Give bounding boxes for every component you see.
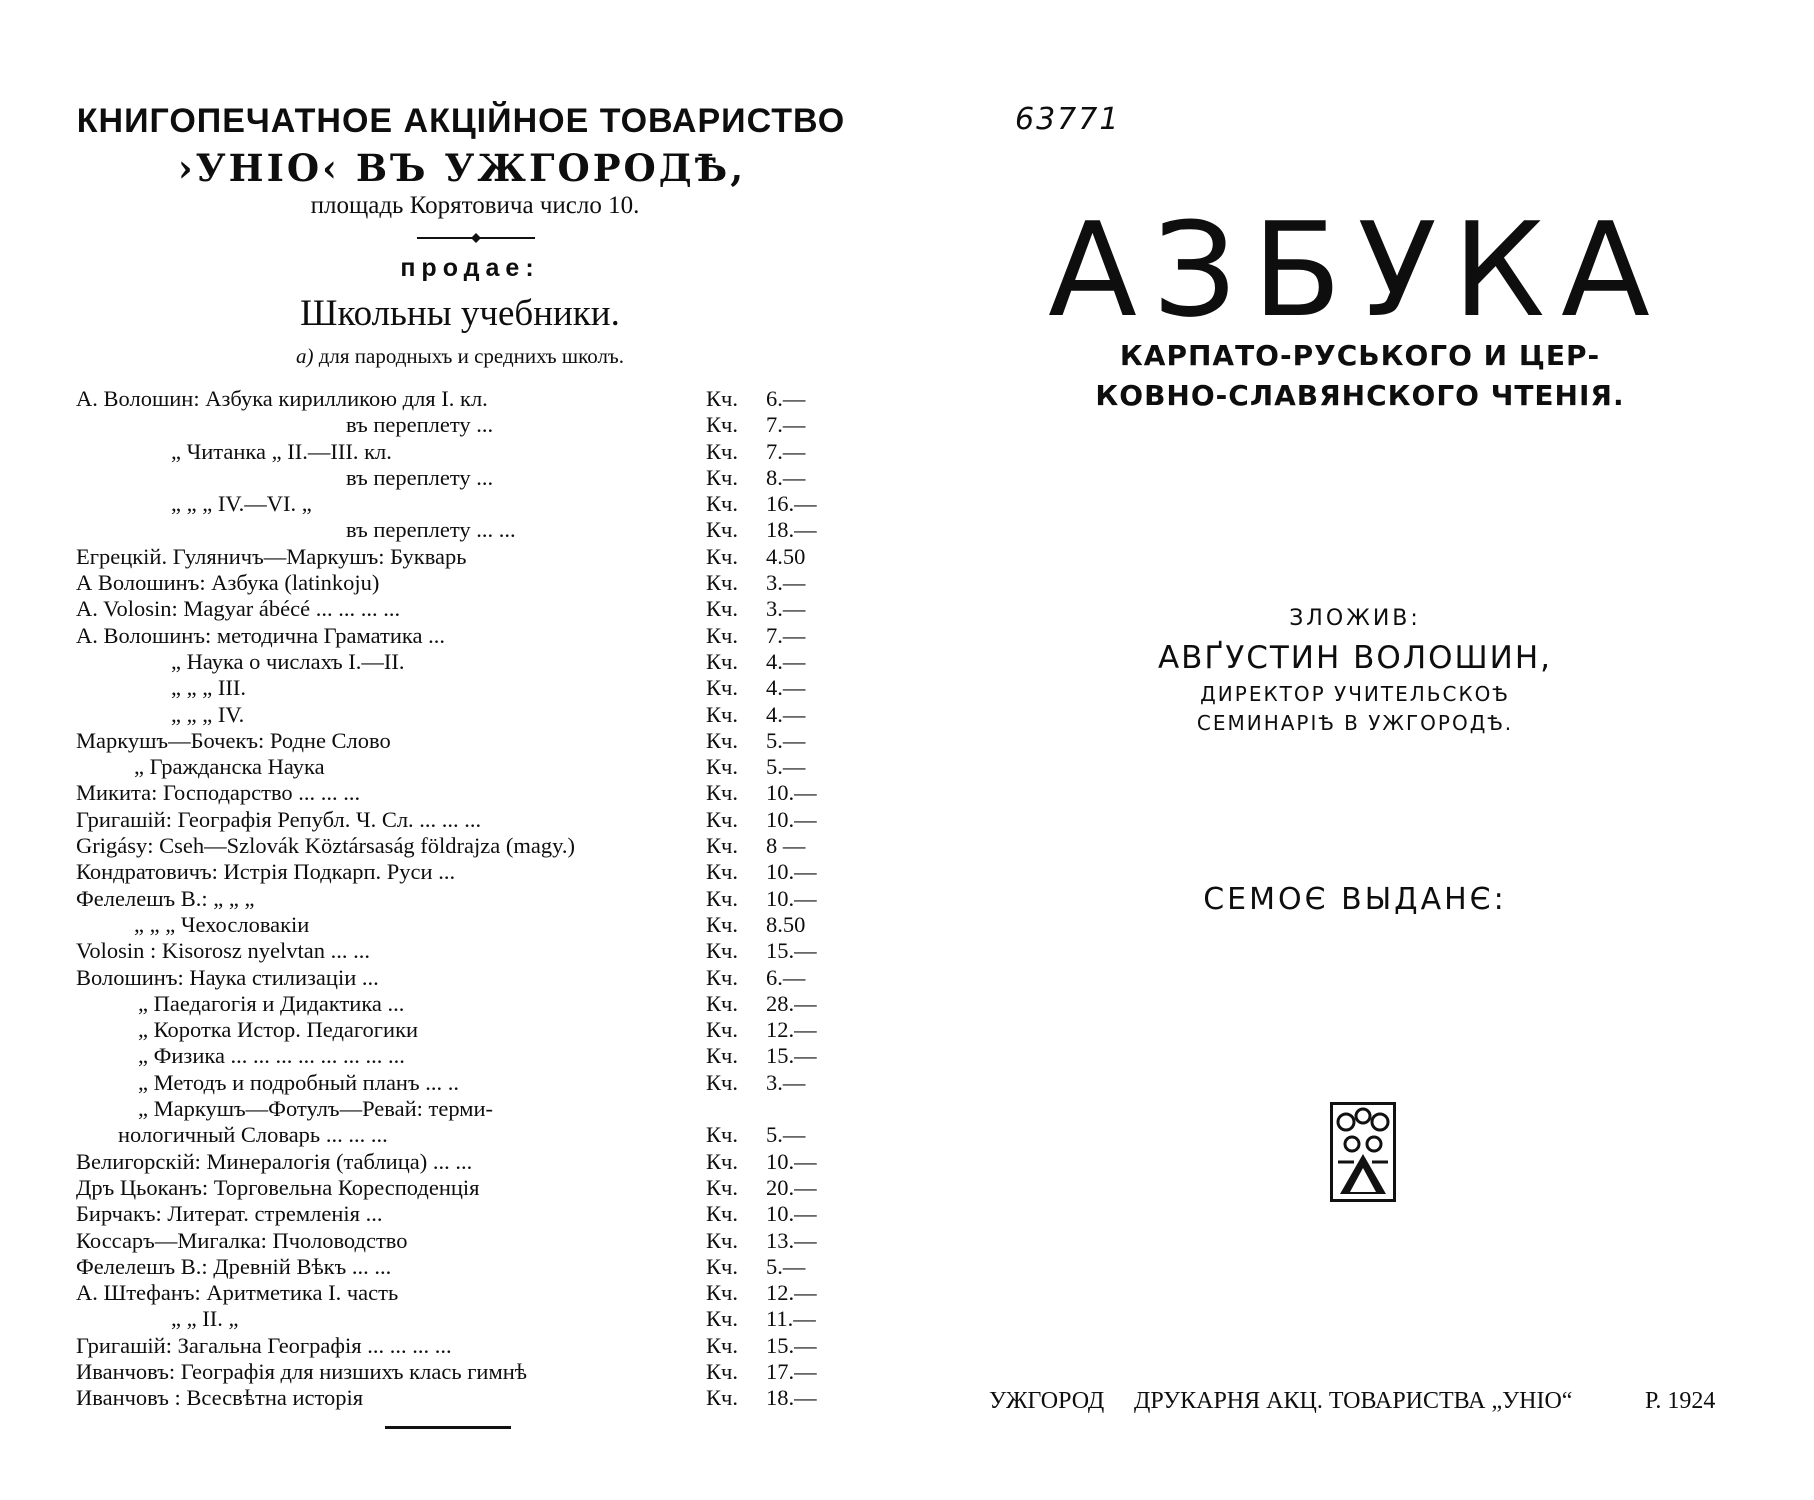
book-currency: Кч. — [706, 1227, 738, 1253]
publisher-address: площадь Корятовича число 10. — [310, 192, 640, 219]
book-row — [76, 1306, 856, 1332]
book-currency: Кч. — [706, 386, 738, 411]
book-row — [76, 702, 856, 728]
book-price: 8.— — [766, 464, 806, 490]
book-row — [76, 1096, 856, 1122]
book-currency: Кч. — [706, 806, 738, 832]
book-price: 3.— — [766, 570, 806, 596]
handwritten-shelf-mark: 63771 — [1015, 102, 1121, 137]
book-entry: Volosin : Kisorosz nyelvtan ... ... — [76, 938, 370, 964]
book-price: 12.— — [766, 1280, 817, 1306]
book-price: 8.50 — [766, 911, 806, 937]
book-row — [76, 1385, 856, 1411]
book-currency: Кч. — [706, 1332, 738, 1358]
book-row — [76, 1149, 856, 1175]
book-entry: „ Наука о числахъ I.—II. — [171, 648, 405, 674]
book-price: 4.50 — [766, 543, 806, 569]
compiled-by-label: ЗЛОЖИВ: — [1289, 606, 1421, 631]
book-price: 10.— — [766, 1148, 817, 1174]
book-price-list — [76, 386, 856, 1412]
book-entry: „ Маркушъ—Фотулъ—Ревай: терми- — [138, 1096, 494, 1122]
book-currency: Кч. — [706, 543, 738, 569]
author-role — [1000, 680, 1710, 738]
book-entry: А. Волошин: Азбука кирилликою для I. кл. — [76, 386, 488, 411]
ornament-rule-icon — [417, 233, 535, 243]
book-price: 15.— — [766, 1043, 817, 1069]
book-entry: Иванчовъ : Всесвѣтна исторія — [76, 1385, 364, 1411]
book-currency: Кч. — [706, 1174, 738, 1200]
book-entry: „ „ „ IV.—VI. „ — [171, 491, 312, 517]
book-currency: Кч. — [706, 885, 738, 911]
book-currency: Кч. — [706, 833, 738, 859]
book-row — [76, 544, 856, 570]
book-currency: Кч. — [706, 1358, 738, 1384]
book-row — [76, 807, 856, 833]
book-entry: Фелелешъ В.: Древній Вѣкъ ... ... — [76, 1253, 392, 1279]
book-row — [76, 965, 856, 991]
imprint-year: Р. 1924 — [1645, 1388, 1716, 1414]
book-currency: Кч. — [706, 1201, 738, 1227]
book-row — [76, 1359, 856, 1385]
book-price: 12.— — [766, 1017, 817, 1043]
book-entry: А Волошинъ: Азбука (latinkoju) — [76, 570, 380, 596]
book-currency: Кч. — [706, 990, 738, 1016]
book-entry: Дръ Цьоканъ: Торговельна Коресподенція — [76, 1174, 480, 1200]
subsection-heading — [200, 344, 720, 369]
book-price: 4.— — [766, 701, 806, 727]
book-entry: „ Физика ... ... ... ... ... ... ... ... — [138, 1043, 405, 1069]
book-price: 7.— — [766, 438, 806, 464]
book-currency: Кч. — [706, 859, 738, 885]
printer-mark-icon — [1330, 1102, 1396, 1202]
book-price: 5.— — [766, 1122, 806, 1148]
book-price: 6.— — [766, 964, 806, 990]
book-entry: Бирчакъ: Литерат. стремленія ... — [76, 1201, 383, 1227]
book-row — [76, 1122, 856, 1148]
book-price: 8 — — [766, 833, 806, 859]
book-price: 10.— — [766, 806, 817, 832]
book-currency: Кч. — [706, 754, 738, 780]
book-currency: Кч. — [706, 1043, 738, 1069]
book-row — [76, 675, 856, 701]
book-price: 10.— — [766, 1201, 817, 1227]
book-currency: Кч. — [706, 675, 738, 701]
book-entry: A. Volosin: Magyar ábécé ... ... ... ... — [76, 596, 401, 622]
left-page — [0, 0, 900, 1500]
book-entry: Кондратовичъ: Истрія Подкарп. Руси ... — [76, 859, 456, 885]
book-title: АЗБУКА — [1048, 194, 1666, 346]
book-entry: Егрецкій. Гуляничъ—Маркушъ: Букварь — [76, 543, 467, 569]
book-entry: „ Паедагогія и Дидактика ... — [138, 990, 405, 1016]
book-price: 18.— — [766, 1385, 817, 1411]
book-row — [76, 1280, 856, 1306]
book-currency: Кч. — [706, 491, 738, 517]
imprint-press: ДРУКАРНЯ АКЦ. ТОВАРИСТВА „УНІО“ — [1134, 1388, 1573, 1414]
book-price: 11.— — [766, 1306, 816, 1332]
book-entry: нологичный Словарь ... ... ... — [118, 1122, 388, 1148]
book-entry: „ „ II. „ — [171, 1306, 239, 1332]
book-currency: Кч. — [706, 1385, 738, 1411]
right-page — [900, 0, 1814, 1500]
book-price: 10.— — [766, 859, 817, 885]
book-row — [76, 1017, 856, 1043]
book-currency: Кч. — [706, 1148, 738, 1174]
book-entry: А. Штефанъ: Аритметика I. часть — [76, 1280, 399, 1306]
subtitle-line-2: КОВНО-СЛАВЯНСКОГО ЧТЕНІЯ. — [1095, 379, 1625, 412]
book-entry: въ переплету ... — [346, 464, 494, 490]
book-entry: „ Методъ и подробный планъ ... .. — [138, 1069, 459, 1095]
book-entry: Иванчовъ: Географія для низшихъ клась гимнѣ — [76, 1358, 527, 1384]
book-currency: Кч. — [706, 412, 738, 438]
book-price: 28.— — [766, 990, 817, 1016]
book-currency: Кч. — [706, 622, 738, 648]
book-price: 3.— — [766, 596, 806, 622]
book-entry: Григашій: Загальна Географія ... ... ... ... — [76, 1332, 452, 1358]
book-row — [76, 412, 856, 438]
book-currency: Кч. — [706, 648, 738, 674]
book-row — [76, 596, 856, 622]
book-row — [76, 1333, 856, 1359]
book-row — [76, 886, 856, 912]
book-row — [76, 517, 856, 543]
book-row — [76, 938, 856, 964]
book-row — [76, 465, 856, 491]
publisher-name: КНИГОПЕЧАТНОЕ АКЦІЙНОЕ ТОВАРИСТВО — [76, 102, 846, 140]
book-currency: Кч. — [706, 1280, 738, 1306]
book-currency: Кч. — [706, 464, 738, 490]
book-entry: „ Коротка Истор. Педагогики — [138, 1017, 419, 1043]
book-row — [76, 1070, 856, 1096]
book-row — [76, 649, 856, 675]
book-currency: Кч. — [706, 780, 738, 806]
book-entry: „ „ „ Чехословакіи — [134, 911, 310, 937]
publisher-city: ›УНІО‹ ВЪ УЖГОРОДѢ, — [177, 146, 747, 190]
book-price: 15.— — [766, 938, 817, 964]
book-price: 5.— — [766, 754, 806, 780]
book-currency: Кч. — [706, 517, 738, 543]
book-row — [76, 754, 856, 780]
book-price: 10.— — [766, 885, 817, 911]
book-entry: въ переплету ... ... — [346, 517, 516, 543]
book-entry: Grigásy: Cseh—Szlovák Köztársaság földrajza (magy.) — [76, 833, 576, 859]
book-row — [76, 1254, 856, 1280]
book-currency: Кч. — [706, 1306, 738, 1332]
book-entry: „ „ „ IV. — [171, 701, 245, 727]
book-currency: Кч. — [706, 701, 738, 727]
book-entry: въ переплету ... — [346, 412, 494, 438]
imprint-city: УЖГОРОД — [989, 1388, 1105, 1414]
author-role-line-1: ДИРЕКТОР УЧИТЕЛЬСКОѢ — [1200, 682, 1510, 706]
book-entry: Волошинъ: Наука стилизаціи ... — [76, 964, 379, 990]
book-currency: Кч. — [706, 1253, 738, 1279]
book-price: 13.— — [766, 1227, 817, 1253]
book-price: 5.— — [766, 1253, 806, 1279]
book-currency: Кч. — [706, 438, 738, 464]
book-subtitle — [1020, 336, 1700, 416]
book-currency: Кч. — [706, 964, 738, 990]
book-row — [76, 439, 856, 465]
book-entry: А. Волошинъ: методична Граматика ... — [76, 622, 445, 648]
section-title: Школьны учебники. — [300, 293, 620, 334]
subsection-text: для пародныхъ и среднихъ школъ. — [318, 344, 625, 368]
book-row — [76, 833, 856, 859]
end-rule — [385, 1426, 511, 1429]
subtitle-line-1: КАРПАТО-РУСЬКОГО И ЦЕР- — [1119, 339, 1601, 372]
book-currency: Кч. — [706, 1017, 738, 1043]
book-currency: Кч. — [706, 911, 738, 937]
book-price: 7.— — [766, 412, 806, 438]
book-row — [76, 623, 856, 649]
book-currency: Кч. — [706, 938, 738, 964]
book-currency: Кч. — [706, 596, 738, 622]
book-price: 5.— — [766, 727, 806, 753]
book-price: 17.— — [766, 1358, 817, 1384]
book-row — [76, 1043, 856, 1069]
book-price: 6.— — [766, 386, 806, 411]
sells-heading: продае: — [400, 254, 540, 282]
edition-label: СЕМОЄ ВЫДАНЄ: — [1203, 882, 1507, 917]
book-price: 16.— — [766, 491, 817, 517]
book-entry: Велигорскій: Минералогія (таблица) ... ... — [76, 1148, 473, 1174]
book-row — [76, 912, 856, 938]
book-row — [76, 728, 856, 754]
book-price: 4.— — [766, 648, 806, 674]
book-row — [76, 570, 856, 596]
book-price: 4.— — [766, 675, 806, 701]
author-role-line-2: СЕМИНАРІѢ В УЖГОРОДѢ. — [1196, 711, 1514, 735]
book-price: 7.— — [766, 622, 806, 648]
book-entry: „ Читанка „ II.—III. кл. — [171, 438, 392, 464]
book-entry: „ Гражданска Наука — [134, 754, 325, 780]
book-row — [76, 1228, 856, 1254]
book-price: 10.— — [766, 780, 817, 806]
book-price: 15.— — [766, 1332, 817, 1358]
book-currency: Кч. — [706, 1122, 738, 1148]
book-row — [76, 491, 856, 517]
book-entry: Коссаръ—Мигалка: Пчоловодство — [76, 1227, 408, 1253]
book-price: 3.— — [766, 1069, 806, 1095]
author-name: АВҐУСТИН ВОЛОШИН, — [1157, 640, 1553, 676]
book-row — [76, 859, 856, 885]
book-currency: Кч. — [706, 1069, 738, 1095]
book-currency: Кч. — [706, 727, 738, 753]
book-entry: Маркушъ—Бочекъ: Родне Слово — [76, 727, 391, 753]
book-row — [76, 780, 856, 806]
book-row — [76, 1175, 856, 1201]
book-entry: Фелелешъ В.: „ „ „ — [76, 885, 255, 911]
book-entry: „ „ „ III. — [171, 675, 246, 701]
book-row — [76, 991, 856, 1017]
book-currency: Кч. — [706, 570, 738, 596]
subsection-letter: a) — [295, 344, 314, 368]
book-price: 18.— — [766, 517, 817, 543]
book-entry: Микита: Господарство ... ... ... — [76, 780, 361, 806]
book-row — [76, 386, 856, 412]
book-row — [76, 1201, 856, 1227]
book-price: 20.— — [766, 1174, 817, 1200]
book-entry: Григашій: Географія Републ. Ч. Сл. ... ... ... — [76, 806, 482, 832]
